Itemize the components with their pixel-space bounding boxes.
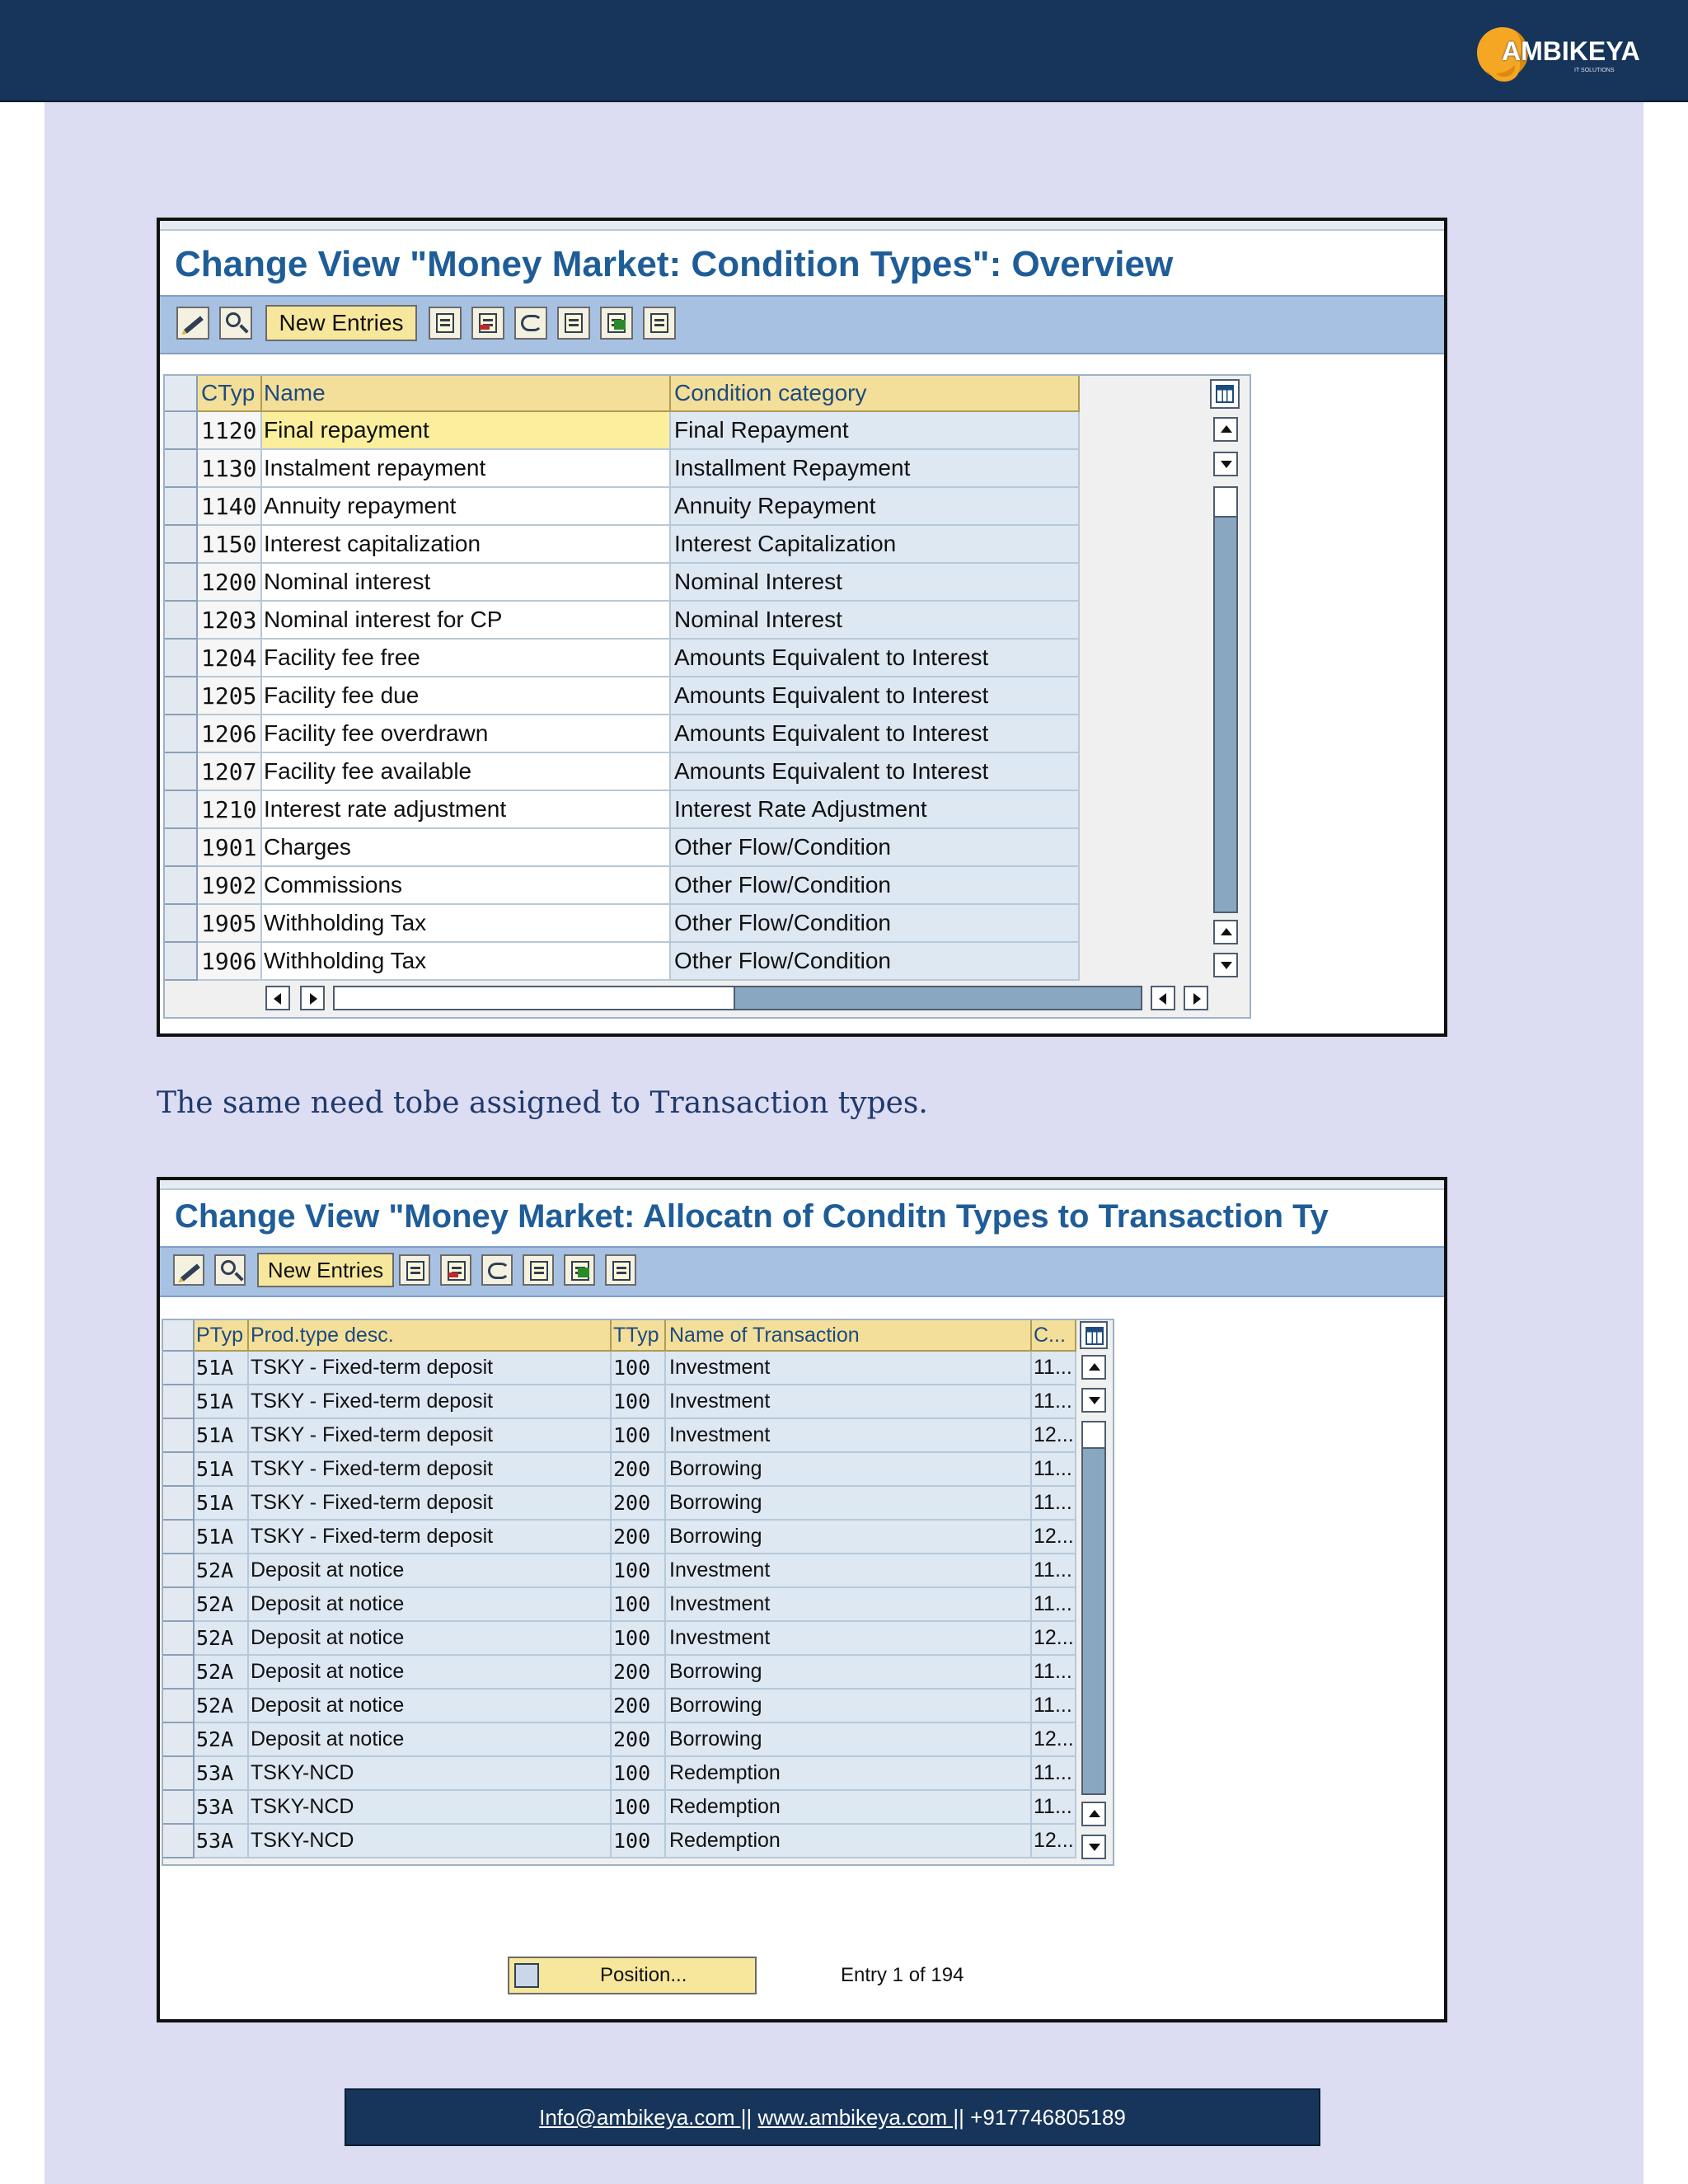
- table-row: [163, 1487, 1076, 1521]
- category-cell: Annuity Repayment: [671, 488, 1080, 526]
- transaction-type-cell: 200: [612, 1521, 666, 1554]
- table-row: [163, 1690, 1076, 1723]
- condition-cell: 12...: [1032, 1521, 1076, 1554]
- select-all-icon[interactable]: [557, 307, 590, 340]
- column-header[interactable]: CTyp: [198, 376, 262, 412]
- transaction-type-cell: 100: [612, 1757, 666, 1791]
- table-header: [163, 1320, 1076, 1352]
- product-desc-cell: TSKY-NCD: [249, 1791, 612, 1825]
- column-header[interactable]: PTyp: [195, 1320, 249, 1352]
- horizontal-scroll-thumb[interactable]: [333, 986, 735, 1010]
- table-row: [165, 905, 1080, 943]
- row-selector[interactable]: [163, 1487, 195, 1521]
- caption-text: The same need tobe assigned to Transaction types.: [157, 1086, 928, 1120]
- condition-cell: 11...: [1032, 1487, 1076, 1521]
- product-type-cell: 53A: [195, 1757, 249, 1791]
- condition-cell: 11...: [1032, 1656, 1076, 1690]
- table-row: [163, 1419, 1076, 1453]
- vertical-scroll-track[interactable]: [1213, 486, 1238, 913]
- product-type-cell: 52A: [195, 1554, 249, 1588]
- condition-type-cell: 1205: [198, 677, 262, 715]
- transaction-type-cell: 100: [612, 1825, 666, 1858]
- name-field[interactable]: Facility fee overdrawn: [262, 715, 671, 753]
- table-row: [165, 602, 1080, 640]
- scroll-page-up-icon[interactable]: [1081, 1802, 1106, 1826]
- transaction-name-cell: Borrowing: [666, 1656, 1032, 1690]
- product-desc-cell: TSKY - Fixed-term deposit: [249, 1487, 612, 1521]
- select-block-icon[interactable]: [600, 307, 633, 340]
- column-header[interactable]: Condition category: [671, 376, 1080, 412]
- name-field[interactable]: Withholding Tax: [262, 905, 671, 943]
- transaction-name-cell: Investment: [666, 1554, 1032, 1588]
- scroll-down-icon[interactable]: [1213, 452, 1238, 476]
- scroll-down-icon[interactable]: [1081, 1388, 1106, 1413]
- category-cell: Interest Rate Adjustment: [671, 791, 1080, 829]
- product-type-cell: 52A: [195, 1622, 249, 1656]
- scroll-up-icon[interactable]: [1213, 417, 1238, 442]
- table-row: [165, 677, 1080, 715]
- name-field[interactable]: Charges: [262, 829, 671, 867]
- email-link[interactable]: Info@ambikeya.com ||: [539, 2104, 753, 2130]
- scroll-right-page-icon[interactable]: [1184, 986, 1208, 1010]
- row-selector[interactable]: [163, 1352, 195, 1385]
- table-header: [165, 376, 1080, 412]
- row-selector[interactable]: [163, 1723, 195, 1757]
- deselect-all-icon[interactable]: [643, 307, 676, 340]
- transaction-type-cell: 100: [612, 1588, 666, 1622]
- select-block-icon[interactable]: [564, 1254, 595, 1286]
- table-row: [165, 829, 1080, 867]
- condition-type-cell: 1902: [198, 867, 262, 905]
- product-type-cell: 52A: [195, 1656, 249, 1690]
- condition-type-cell: 1203: [198, 602, 262, 640]
- table-row: [165, 867, 1080, 905]
- transaction-name-cell: Investment: [666, 1588, 1032, 1622]
- delete-icon[interactable]: [471, 307, 504, 340]
- condition-cell: 12...: [1032, 1825, 1076, 1858]
- application-toolbar: [160, 295, 1444, 354]
- name-field[interactable]: Interest rate adjustment: [262, 791, 671, 829]
- product-desc-cell: TSKY - Fixed-term deposit: [249, 1352, 612, 1385]
- table-row: [163, 1385, 1076, 1419]
- row-selector[interactable]: [163, 1622, 195, 1656]
- row-selector[interactable]: [165, 564, 198, 602]
- category-cell: Interest Capitalization: [671, 526, 1080, 564]
- screen-title: Change View "Money Market: Condition Types": Overview: [175, 244, 1174, 284]
- table-row: [165, 791, 1080, 829]
- row-selector[interactable]: [163, 1690, 195, 1723]
- product-desc-cell: Deposit at notice: [249, 1588, 612, 1622]
- transaction-type-cell: 100: [612, 1385, 666, 1419]
- name-field[interactable]: Final repayment: [262, 412, 671, 450]
- table-row: [165, 943, 1080, 981]
- scroll-up-icon[interactable]: [1081, 1355, 1106, 1380]
- condition-cell: 11...: [1032, 1554, 1076, 1588]
- column-header[interactable]: C...: [1032, 1320, 1076, 1352]
- product-type-cell: 53A: [195, 1825, 249, 1858]
- condition-type-cell: 1120: [198, 412, 262, 450]
- display-change-icon[interactable]: [176, 307, 209, 340]
- condition-type-cell: 1140: [198, 488, 262, 526]
- row-selector[interactable]: [163, 1825, 195, 1858]
- condition-type-cell: 1906: [198, 943, 262, 981]
- column-settings-icon[interactable]: [1210, 379, 1240, 409]
- application-toolbar: [160, 1246, 1444, 1297]
- product-desc-cell: TSKY - Fixed-term deposit: [249, 1419, 612, 1453]
- row-selector[interactable]: [163, 1656, 195, 1690]
- condition-type-cell: 1210: [198, 791, 262, 829]
- new-entries-button[interactable]: New Entries: [257, 1253, 394, 1287]
- position-icon: [514, 1963, 539, 1988]
- display-change-icon[interactable]: [173, 1254, 204, 1286]
- scroll-page-up-icon[interactable]: [1213, 920, 1238, 944]
- transaction-name-cell: Borrowing: [666, 1521, 1032, 1554]
- category-cell: Other Flow/Condition: [671, 905, 1080, 943]
- row-selector[interactable]: [163, 1419, 195, 1453]
- product-desc-cell: Deposit at notice: [249, 1656, 612, 1690]
- row-selector[interactable]: [165, 602, 198, 640]
- row-selector[interactable]: [163, 1791, 195, 1825]
- product-desc-cell: Deposit at notice: [249, 1622, 612, 1656]
- transaction-type-cell: 100: [612, 1352, 666, 1385]
- table-row: [165, 715, 1080, 753]
- table-row: [163, 1791, 1076, 1825]
- table-row: [163, 1352, 1076, 1385]
- row-selector[interactable]: [163, 1453, 195, 1487]
- transaction-name-cell: Investment: [666, 1622, 1032, 1656]
- scroll-left-icon[interactable]: [265, 986, 290, 1010]
- category-cell: Nominal Interest: [671, 564, 1080, 602]
- condition-cell: 11...: [1032, 1453, 1076, 1487]
- row-selector[interactable]: [163, 1757, 195, 1791]
- table-row: [163, 1723, 1076, 1757]
- transaction-type-cell: 100: [612, 1419, 666, 1453]
- column-header[interactable]: Prod.type desc.: [249, 1320, 612, 1352]
- transaction-type-cell: 200: [612, 1690, 666, 1723]
- category-cell: Amounts Equivalent to Interest: [671, 753, 1080, 791]
- product-type-cell: 51A: [195, 1385, 249, 1419]
- table-row: [163, 1588, 1076, 1622]
- row-selector[interactable]: [165, 640, 198, 677]
- category-cell: Amounts Equivalent to Interest: [671, 715, 1080, 753]
- phone-number: +917746805189: [970, 2104, 1126, 2130]
- table-row: [163, 1656, 1076, 1690]
- product-type-cell: 52A: [195, 1690, 249, 1723]
- transaction-type-cell: 100: [612, 1554, 666, 1588]
- product-type-cell: 51A: [195, 1453, 249, 1487]
- product-desc-cell: TSKY-NCD: [249, 1757, 612, 1791]
- transaction-name-cell: Borrowing: [666, 1723, 1032, 1757]
- name-field[interactable]: Facility fee free: [262, 640, 671, 677]
- condition-type-cell: 1905: [198, 905, 262, 943]
- position-label: Position...: [600, 1964, 687, 1986]
- copy-as-icon[interactable]: [429, 307, 462, 340]
- condition-type-cell: 1150: [198, 526, 262, 564]
- name-field[interactable]: Interest capitalization: [262, 526, 671, 564]
- transaction-name-cell: Borrowing: [666, 1453, 1032, 1487]
- name-field[interactable]: Annuity repayment: [262, 488, 671, 526]
- table-row: [163, 1825, 1076, 1858]
- page-header: [0, 0, 1688, 102]
- scroll-left-page-icon[interactable]: [1151, 986, 1175, 1010]
- deselect-all-icon[interactable]: [605, 1254, 636, 1286]
- row-selector[interactable]: [165, 450, 198, 488]
- column-header[interactable]: TTyp: [612, 1320, 666, 1352]
- table-row: [163, 1622, 1076, 1656]
- category-cell: Other Flow/Condition: [671, 943, 1080, 981]
- product-desc-cell: TSKY - Fixed-term deposit: [249, 1453, 612, 1487]
- new-entries-button[interactable]: New Entries: [265, 305, 417, 341]
- table-row: [165, 450, 1080, 488]
- table-row: [165, 640, 1080, 677]
- undo-change-icon[interactable]: [481, 1254, 513, 1286]
- page-footer: [345, 2088, 1320, 2146]
- category-cell: Installment Repayment: [671, 450, 1080, 488]
- condition-cell: 11...: [1032, 1690, 1076, 1723]
- product-type-cell: 51A: [195, 1352, 249, 1385]
- condition-cell: 12...: [1032, 1622, 1076, 1656]
- table-row: [163, 1453, 1076, 1487]
- transaction-name-cell: Investment: [666, 1352, 1032, 1385]
- row-selector[interactable]: [163, 1385, 195, 1419]
- product-type-cell: 52A: [195, 1723, 249, 1757]
- row-selector[interactable]: [163, 1521, 195, 1554]
- table-row: [165, 412, 1080, 450]
- transaction-name-cell: Investment: [666, 1419, 1032, 1453]
- logo-text: AMBIKEYA: [1502, 36, 1640, 66]
- transaction-type-cell: 100: [612, 1622, 666, 1656]
- row-selector[interactable]: [165, 791, 198, 829]
- name-field[interactable]: Facility fee due: [262, 677, 671, 715]
- table-row: [163, 1521, 1076, 1554]
- transaction-type-cell: 100: [612, 1791, 666, 1825]
- condition-cell: 11...: [1032, 1385, 1076, 1419]
- category-cell: Other Flow/Condition: [671, 867, 1080, 905]
- category-cell: Amounts Equivalent to Interest: [671, 677, 1080, 715]
- product-type-cell: 51A: [195, 1521, 249, 1554]
- row-selector[interactable]: [165, 867, 198, 905]
- entry-counter: Entry 1 of 194: [841, 1964, 964, 1986]
- screen-title: Change View "Money Market: Allocatn of Conditn Types to Transaction Ty: [175, 1198, 1329, 1235]
- condition-type-cell: 1204: [198, 640, 262, 677]
- table-row: [165, 753, 1080, 791]
- category-cell: Other Flow/Condition: [671, 829, 1080, 867]
- transaction-name-cell: Investment: [666, 1385, 1032, 1419]
- row-selector[interactable]: [165, 905, 198, 943]
- row-selector[interactable]: [165, 753, 198, 791]
- product-desc-cell: TSKY - Fixed-term deposit: [249, 1521, 612, 1554]
- category-cell: Nominal Interest: [671, 602, 1080, 640]
- category-cell: Final Repayment: [671, 412, 1080, 450]
- details-icon[interactable]: [219, 307, 252, 340]
- header-selector[interactable]: [163, 1320, 195, 1352]
- transaction-name-cell: Redemption: [666, 1825, 1032, 1858]
- transaction-type-cell: 200: [612, 1723, 666, 1757]
- name-field[interactable]: Nominal interest for CP: [262, 602, 671, 640]
- row-selector[interactable]: [165, 526, 198, 564]
- select-all-icon[interactable]: [523, 1254, 554, 1286]
- name-field[interactable]: Commissions: [262, 867, 671, 905]
- row-selector[interactable]: [163, 1554, 195, 1588]
- row-selector[interactable]: [165, 488, 198, 526]
- scroll-page-down-icon[interactable]: [1213, 953, 1238, 977]
- name-field[interactable]: Facility fee available: [262, 753, 671, 791]
- scroll-right-icon[interactable]: [300, 986, 325, 1010]
- condition-type-cell: 1130: [198, 450, 262, 488]
- condition-type-cell: 1200: [198, 564, 262, 602]
- brand-logo: [1477, 21, 1640, 84]
- vertical-scroll-track[interactable]: [1081, 1421, 1106, 1795]
- delete-icon[interactable]: [440, 1254, 471, 1286]
- row-selector[interactable]: [163, 1588, 195, 1622]
- product-desc-cell: Deposit at notice: [249, 1690, 612, 1723]
- transaction-type-cell: 200: [612, 1453, 666, 1487]
- transaction-type-cell: 200: [612, 1656, 666, 1690]
- transaction-name-cell: Redemption: [666, 1757, 1032, 1791]
- product-type-cell: 53A: [195, 1791, 249, 1825]
- table-row: [163, 1554, 1076, 1588]
- row-selector[interactable]: [165, 412, 198, 450]
- row-selector[interactable]: [165, 829, 198, 867]
- product-type-cell: 52A: [195, 1588, 249, 1622]
- condition-cell: 12...: [1032, 1723, 1076, 1757]
- details-icon[interactable]: [214, 1254, 246, 1286]
- transaction-name-cell: Borrowing: [666, 1690, 1032, 1723]
- logo-subtext: IT SOLUTIONS: [1574, 68, 1615, 73]
- allocation-table: [162, 1319, 1114, 1866]
- category-cell: Amounts Equivalent to Interest: [671, 640, 1080, 677]
- table-row: [165, 564, 1080, 602]
- column-header[interactable]: Name: [262, 376, 671, 412]
- condition-cell: 11...: [1032, 1757, 1076, 1791]
- column-settings-icon[interactable]: [1080, 1321, 1108, 1349]
- name-field[interactable]: Instalment repayment: [262, 450, 671, 488]
- transaction-type-cell: 200: [612, 1487, 666, 1521]
- condition-type-cell: 1901: [198, 829, 262, 867]
- table-row: [165, 526, 1080, 564]
- vertical-scroll-thumb[interactable]: [1213, 486, 1238, 518]
- name-field[interactable]: Nominal interest: [262, 564, 671, 602]
- product-type-cell: 51A: [195, 1487, 249, 1521]
- product-desc-cell: Deposit at notice: [249, 1554, 612, 1588]
- vertical-scroll-thumb[interactable]: [1081, 1421, 1106, 1449]
- product-desc-cell: TSKY-NCD: [249, 1825, 612, 1858]
- product-type-cell: 51A: [195, 1419, 249, 1453]
- condition-type-cell: 1206: [198, 715, 262, 753]
- condition-cell: 11...: [1032, 1352, 1076, 1385]
- undo-change-icon[interactable]: [514, 307, 547, 340]
- allocation-screen: [157, 1177, 1447, 2022]
- product-desc-cell: Deposit at notice: [249, 1723, 612, 1757]
- row-selector[interactable]: [165, 677, 198, 715]
- condition-types-table: [163, 374, 1251, 1019]
- row-selector[interactable]: [165, 943, 198, 981]
- name-field[interactable]: Withholding Tax: [262, 943, 671, 981]
- website-link[interactable]: www.ambikeya.com ||: [757, 2104, 964, 2130]
- product-desc-cell: TSKY - Fixed-term deposit: [249, 1385, 612, 1419]
- condition-cell: 12...: [1032, 1419, 1076, 1453]
- position-button[interactable]: [508, 1957, 757, 1994]
- scroll-page-down-icon[interactable]: [1081, 1835, 1106, 1859]
- condition-cell: 11...: [1032, 1588, 1076, 1622]
- condition-type-cell: 1207: [198, 753, 262, 791]
- row-selector[interactable]: [165, 715, 198, 753]
- transaction-name-cell: Borrowing: [666, 1487, 1032, 1521]
- column-header[interactable]: Name of Transaction: [666, 1320, 1032, 1352]
- table-row: [163, 1757, 1076, 1791]
- table-row: [165, 488, 1080, 526]
- header-selector[interactable]: [165, 376, 198, 412]
- copy-as-icon[interactable]: [399, 1254, 430, 1286]
- transaction-name-cell: Redemption: [666, 1791, 1032, 1825]
- condition-types-screen: [157, 218, 1447, 1037]
- condition-cell: 11...: [1032, 1791, 1076, 1825]
